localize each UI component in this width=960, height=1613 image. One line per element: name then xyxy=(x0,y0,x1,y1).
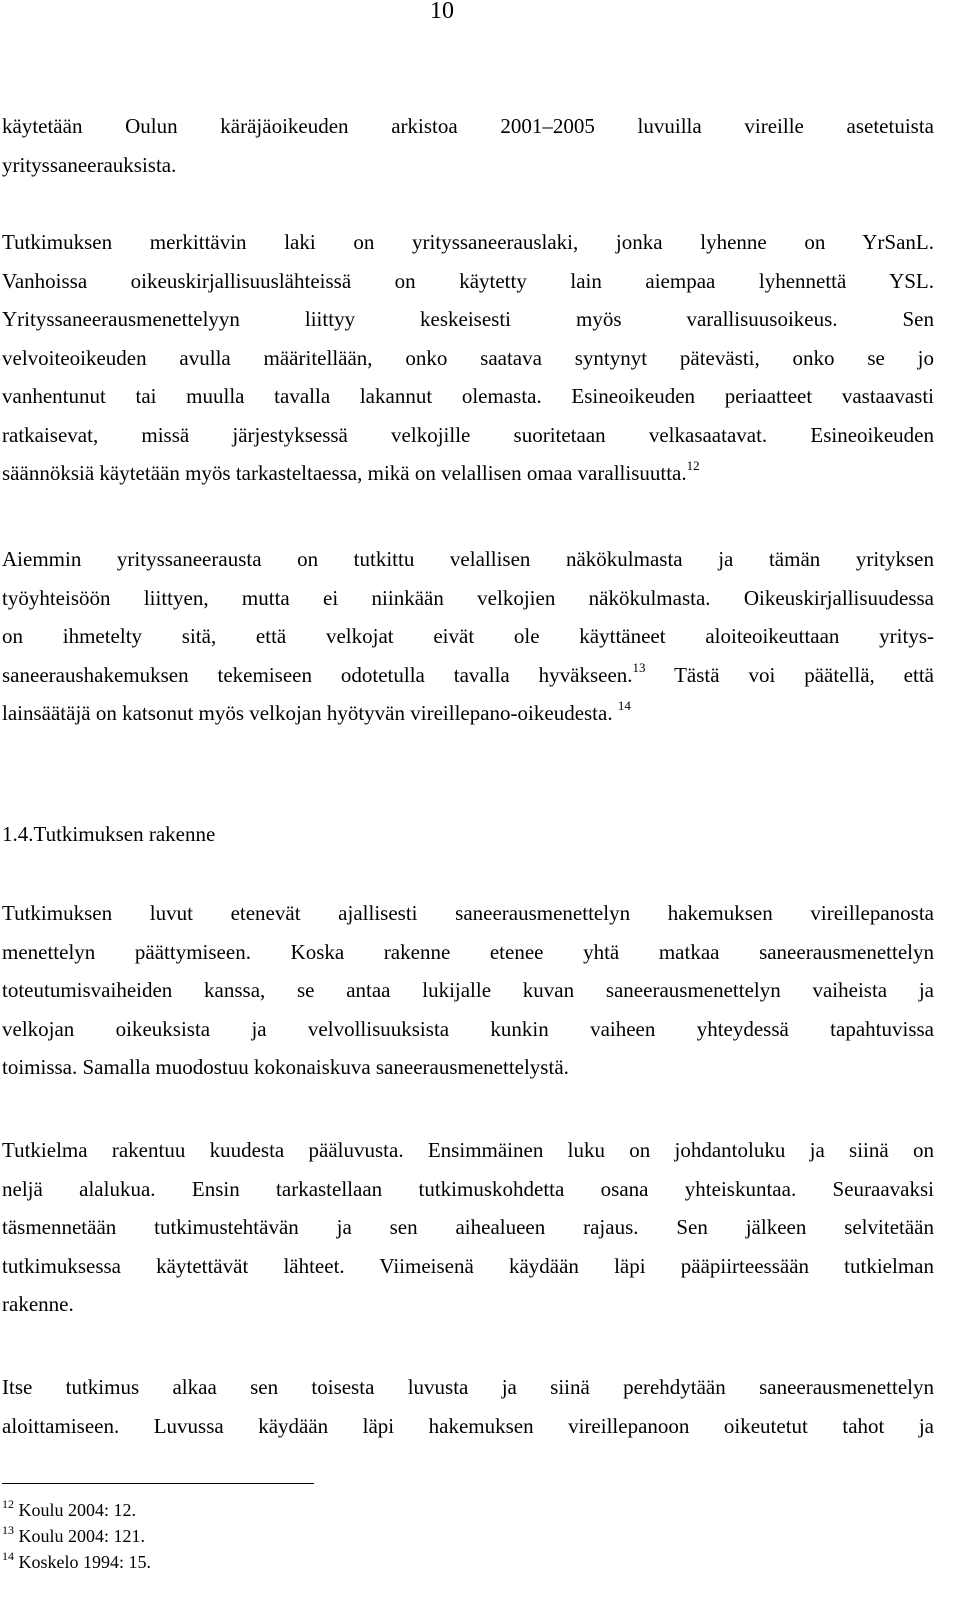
page-number: 10 xyxy=(430,0,454,24)
text-line: tutkimuksessa käytettävät lähteet. Viimeisenä käydään läpi pääpiirteessään tutkielman xyxy=(2,1253,934,1278)
footnote-number: 12 xyxy=(2,1497,14,1511)
footnote-text: Koskelo 1994: 15. xyxy=(18,1552,151,1572)
text-line: yrityssaneerauksista. xyxy=(2,152,177,177)
footnote-number: 14 xyxy=(2,1549,14,1563)
footnote-text: Koulu 2004: 121. xyxy=(18,1526,146,1546)
text-line: velkojan oikeuksista ja velvollisuuksista kunkin vaiheen yhteydessä tapahtuvissa xyxy=(2,1016,934,1041)
text-line xyxy=(2,694,934,733)
text-line-content: saneeraushakemuksen tekemiseen odotetulla tavalla hyväkseen. xyxy=(2,662,633,687)
text-line: Tutkielma rakentuu kuudesta pääluvusta. Ensimmäinen luku on johdantoluku ja siinä on xyxy=(2,1138,934,1162)
paragraph-3 xyxy=(2,540,934,733)
text-line: toimissa. Samalla muodostuu kokonaiskuva saneerausmenettelystä. xyxy=(2,1055,569,1079)
footnote-text: Koulu 2004: 12. xyxy=(18,1500,137,1520)
footnote xyxy=(2,1523,151,1549)
text-line: Itse tutkimus alkaa sen toisesta luvusta ja siinä perehdytään saneerausmenettelyn xyxy=(2,1375,934,1399)
footnote xyxy=(2,1497,151,1523)
text-line: menettelyn päättymiseen. Koska rakenne etenee yhtä matkaa saneerausmenettelyn xyxy=(2,939,934,964)
text-line: Tutkimuksen luvut etenevät ajallisesti saneerausmenettelyn hakemuksen vireillepanosta xyxy=(2,901,934,925)
text-line-content: säännöksiä käytetään myös tarkasteltaessa, mikä on velallisen omaa varallisuutta. xyxy=(2,461,687,485)
text-line: Vanhoissa oikeuskirjallisuuslähteissä on käytetty lain aiempaa lyhennettä YSL. xyxy=(2,268,934,293)
text-line-content: lainsäätäjä on katsonut myös velkojan hyötyvän vireillepano-oikeudesta. xyxy=(2,701,613,725)
footnotes xyxy=(2,1497,151,1575)
text-line: Yrityssaneerausmenettelyyn liittyy keskeisesti myös varallisuusoikeus. Sen xyxy=(2,307,934,331)
text-line xyxy=(2,656,934,695)
text-line: työyhteisöön liittyen, mutta ei niinkään velkojien näkökulmasta. Oikeuskirjallisuudessa xyxy=(2,585,934,610)
footnote-reference[interactable]: 14 xyxy=(617,698,631,713)
text-line: neljä alalukua. Ensin tarkastellaan tutkimuskohdetta osana yhteiskuntaa. Seuraavaksi xyxy=(2,1176,934,1201)
text-line: Tutkimuksen merkittävin laki on yrityssaneerauslaki, jonka lyhenne on YrSanL. xyxy=(2,230,934,254)
text-line: Aiemmin yrityssaneerausta on tutkittu velallisen näkökulmasta ja tämän yrityksen xyxy=(2,547,934,571)
text-line: vanhentunut tai muulla tavalla lakannut olemasta. Esineoikeuden periaatteet vastaavasti xyxy=(2,384,934,408)
footnote-separator xyxy=(2,1483,314,1484)
paragraph-5 xyxy=(2,1131,934,1324)
text-line: aloittamiseen. Luvussa käydään läpi hakemuksen vireillepanoon oikeutetut tahot ja xyxy=(2,1413,934,1438)
text-line xyxy=(2,454,934,493)
paragraph-2 xyxy=(2,223,934,493)
text-line: rakenne. xyxy=(2,1292,74,1316)
section-heading: 1.4.Tutkimuksen rakenne xyxy=(2,822,216,846)
paragraph-1 xyxy=(2,107,934,184)
text-line-content: Tästä voi päätellä, että xyxy=(645,662,934,687)
text-line: velvoiteoikeuden avulla määritellään, onko saatava syntynyt pätevästi, onko se jo xyxy=(2,345,934,370)
footnote-number: 13 xyxy=(2,1523,14,1537)
text-line: on ihmetelty sitä, että velkojat eivät ole käyttäneet aloiteoikeuttaan yritys- xyxy=(2,624,934,648)
text-line: toteutumisvaiheiden kanssa, se antaa lukijalle kuvan saneerausmenettelyn vaiheista ja xyxy=(2,978,934,1002)
footnote-reference[interactable]: 13 xyxy=(632,659,646,675)
text-line: ratkaisevat, missä järjestyksessä velkojille suoritetaan velkasaatavat. Esineoikeuden xyxy=(2,422,934,447)
text-line: käytetään Oulun käräjäoikeuden arkistoa 2001–2005 luvuilla vireille asetetuista xyxy=(2,114,934,138)
footnote xyxy=(2,1549,151,1575)
text-line: täsmennetään tutkimustehtävän ja sen aihealueen rajaus. Sen jälkeen selvitetään xyxy=(2,1215,934,1239)
paragraph-6 xyxy=(2,1368,934,1445)
footnote-reference[interactable]: 12 xyxy=(686,458,700,473)
paragraph-4 xyxy=(2,894,934,1087)
